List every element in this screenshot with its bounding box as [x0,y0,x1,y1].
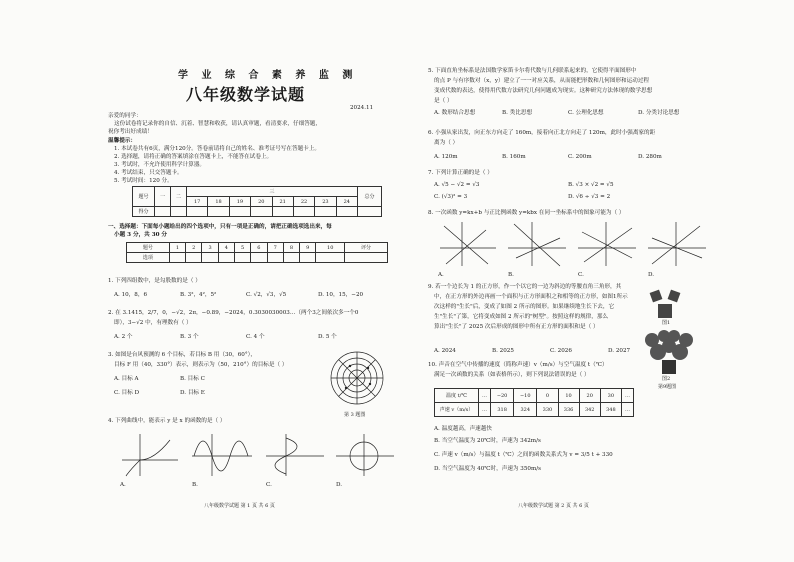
table-cell: … [479,403,491,417]
q8-option-d: D. [648,272,655,278]
q7-option-b: B. √3 × √2 = √5 [568,182,614,188]
answer-table-row-label: 选项 [127,253,170,263]
q2-option-c: C. 4 个 [246,334,265,340]
question-8: 8. 一次函数 y=kx+b 与正比例函数 y=kbx 在同一坐标系中的图象可能为（ ） [428,210,625,216]
score-table-header: 题号 [133,187,155,207]
page-2 [428,58,728,528]
q1-option-c: C. √2，√3，√5 [246,292,287,298]
answer-table-header: 评分 [345,243,388,253]
answer-table-header: 5 [234,243,250,253]
score-table-sub: 22 [293,197,314,207]
table-cell: 324 [514,403,537,417]
q7-option-d: D. √6 ÷ √3 = 2 [568,194,611,200]
score-table-sub: 20 [251,197,272,207]
exam-title: 八年级数学试题 [186,85,306,104]
answer-table-header: 2 [186,243,202,253]
question-3-cont: 目标 F 用（40，330°）表示，则表示为（50，210°）的目标是（ ） [114,362,288,368]
note-5: 5. 考试时间：120 分。 [114,178,173,184]
table-cell: 348 [600,403,621,417]
q10-option-b: B. 当空气温度为 20℃时，声速为 342m/s [434,438,541,444]
q9-option-d: D. 2027 [608,348,631,354]
score-table-row-label: 得分 [133,207,155,217]
table-cell: −10 [514,389,537,403]
polar-target-diagram [324,348,390,410]
table-cell: 318 [491,403,514,417]
note-4: 4. 考试结束，只交答题卡。 [114,170,183,176]
question-3: 3. 如图是台风预测的 6 个目标，若目标 B 用（30，60°）， [108,352,257,358]
score-table-header: 一 [155,187,171,207]
page-footer: 八年级数学试题 第 1 页 共 6 页 [204,503,275,509]
answer-table-header: 10 [316,243,345,253]
q8-option-c: C. [578,272,584,278]
q2-option-d: D. 5 个 [318,334,337,340]
q4-option-a: A. [120,482,126,488]
note-1: 1. 本试卷共有6页，满分120分。答卷前请将自己的姓名、准考证号写在答题卡上。 [114,146,320,152]
q3-option-a: A. 目标 A [114,376,139,382]
q3-option-c: C. 目标 D [114,390,140,396]
q10-option-a: A. 温度越高，声速越快 [434,426,492,432]
score-table-sub: 23 [315,197,336,207]
score-table-header: 三 [187,187,358,197]
q8-option-b: B. [508,272,514,278]
score-table-sub: 19 [229,197,250,207]
q3-option-b: B. 目标 C [180,376,205,382]
question-9-cont-1: 中，在正方形的外边再画一个面积与正方形面积之和相等的正方形，如图1所示 [434,294,628,300]
q5-option-c: C. 公理化思想 [568,110,604,116]
q3-option-d: D. 目标 E [180,390,205,396]
score-table-sub: 24 [336,197,357,207]
score-table [132,186,382,217]
q4-graphs [118,430,398,480]
q10-option-c: C. 声速 v（m/s）与温度 t（℃）之间的函数关系式为 v = 3/5 t + 330 [434,452,613,458]
q9-option-c: C. 2026 [550,348,572,354]
question-5-cont-1: 的点 P 与有序数对（x，y）建立了一一对应关系，从而能把形数和几何图形和运动过程 [434,78,650,84]
answer-table-header: 4 [218,243,234,253]
q5-option-a: A. 数形结合思想 [434,110,476,116]
exam-date: 2024.11 [350,105,374,111]
question-5-cont-3: 是（ ） [434,98,453,104]
table-cell: 30 [600,389,621,403]
answer-table-header: 题号 [127,243,170,253]
q6-option-a: A. 120m [434,154,458,160]
score-table-sub: 18 [208,197,229,207]
notice-heading: 温馨提示： [108,138,136,144]
score-table-header: 二 [171,187,187,207]
answer-table-header: 6 [251,243,267,253]
score-table-sub: 17 [187,197,208,207]
greeting: 亲爱的同学： [108,113,142,119]
q6-option-b: B. 160m [502,154,526,160]
table-cell: … [621,389,633,403]
question-5: 5. 下面直角坐标系是法国数学家笛卡尔将代数与几何联系起来的，它使得平面图形中 [428,68,637,74]
question-9-cont-4: 算出"生长"了 2025 次后形成的图形中所有正方形的面积和是（ ） [434,324,599,330]
table-cell: 336 [558,403,579,417]
q2-option-a: A. 2 个 [114,334,133,340]
q2-option-b: B. 3 个 [180,334,199,340]
q9-option-b: B. 2025 [492,348,514,354]
table-cell: −20 [491,389,514,403]
table-row-label: 声速 v（m/s） [435,403,479,417]
q4-option-c: C. [266,482,272,488]
question-7: 7. 下列计算正确的是（ ） [428,170,493,176]
q1-option-b: B. 3²，4²，5² [180,292,217,298]
q5-option-b: B. 类比思想 [502,110,533,116]
q4-option-b: B. [192,482,198,488]
table-cell: 342 [579,403,600,417]
q4-option-d: D. [336,482,343,488]
q8-graphs [436,218,716,270]
table-row-label: 温度 t/℃ [435,389,479,403]
question-9: 9. 若一个边长为 1 的正方形，作一个以它的一边为斜边的等腰直角三角形，其 [428,284,622,290]
answer-table-header: 1 [169,243,185,253]
question-10: 10. 声音在空气中传播的速度（简称声速）v（m/s）与空气温度 t（℃） [428,362,608,368]
q5-option-d: D. 分类讨论思想 [638,110,680,116]
q1-option-d: D. 10，15，−20 [318,292,364,298]
q3-caption: 第 3 题图 [344,412,366,418]
q9-option-a: A. 2024 [434,348,456,354]
question-2-cont: 即），3−√2 中，有理数有（ ） [114,320,192,326]
q8-option-a: A. [438,272,444,278]
answer-table-header: 8 [283,243,299,253]
answer-table [126,242,388,263]
q6-option-c: C. 200m [568,154,592,160]
question-4: 4. 下列曲线中，能表示 y 是 x 的函数的是（ ） [108,418,226,424]
table-cell: 0 [537,389,558,403]
note-2: 2. 选择题，请将正确的答案填涂在答题卡上，不能答在试卷上。 [114,154,273,160]
page-footer: 八年级数学试题 第 2 页 共 6 页 [518,503,589,509]
intro-line-2: 祝你考出好成绩！ [108,129,153,135]
q10-option-d: D. 当空气温度为 40℃时，声速为 350m/s [434,466,542,472]
q7-option-a: A. √5 − √2 = √3 [434,182,480,188]
table-cell: … [621,403,633,417]
q1-option-a: A. 10，8，6 [114,292,148,298]
question-5-cont-2: 变成代数的表达，使得用代数方法研究几何问题成为现实。这种研究方法体现的数学思想 [434,88,653,94]
q6-option-d: D. 280m [638,154,662,160]
section-1-heading: 一、选择题：下面每小题给出的四个选项中，只有一项是正确的，请把正确选项选出来，每 [108,224,332,230]
q9-figure-2-label: 图2 [662,376,671,382]
question-6: 6. 小强从家出发，向正东方向走了 160m，接着向正北方向走了 120m，此时小强离家的距 [428,130,656,136]
question-6-cont: 离为（ ） [434,140,459,146]
q9-figure-1 [646,288,686,320]
answer-table-header: 7 [267,243,283,253]
table-cell: 20 [579,389,600,403]
table-cell: 330 [537,403,558,417]
page-1 [108,58,408,528]
question-10-cont: 满足一次函数的关系（如表格所示），则下列说法错误的是（ ） [434,372,590,378]
score-table-header: 总分 [358,187,382,207]
note-3: 3. 考试时，不允许使用科学计算器。 [114,162,206,168]
q7-option-c: C. (√3)² = 3 [434,194,468,200]
intro-line-1: 这份试卷将记录你的自信、沉着、智慧和收获，请认真审题，看清要求，仔细答题， [114,121,321,127]
section-1-heading-cont: 小题 3 分，共 30 分 [114,232,168,238]
table-cell: … [479,389,491,403]
q9-figure-1-label: 图1 [662,320,671,326]
question-9-cont-3: 生"生长"了第，它将变成如图 2 所示的"树型"。按照这样的规律，那么 [434,314,609,320]
score-table-sub: 21 [272,197,293,207]
question-1: 1. 下列四组数中，是勾股数的是（ ） [108,278,201,284]
question-2: 2. 在 3.1415，2/7，0，−√2，2π，−0.89，−2024，0.3030030003…（两个3之间依次多一个0 [108,310,359,316]
exam-header: 学 业 综 合 素 养 监 测 [178,70,358,81]
table-cell: 10 [558,389,579,403]
answer-table-header: 9 [300,243,316,253]
q9-caption: 第9题图 [658,384,677,390]
answer-table-header: 3 [202,243,218,253]
temperature-speed-table [434,388,634,417]
question-9-cont-2: 次这样的"生长"后，变成了如图 2 所示的图形。如果继续地生长下去，它 [434,304,615,310]
q9-figure-2 [640,326,698,376]
